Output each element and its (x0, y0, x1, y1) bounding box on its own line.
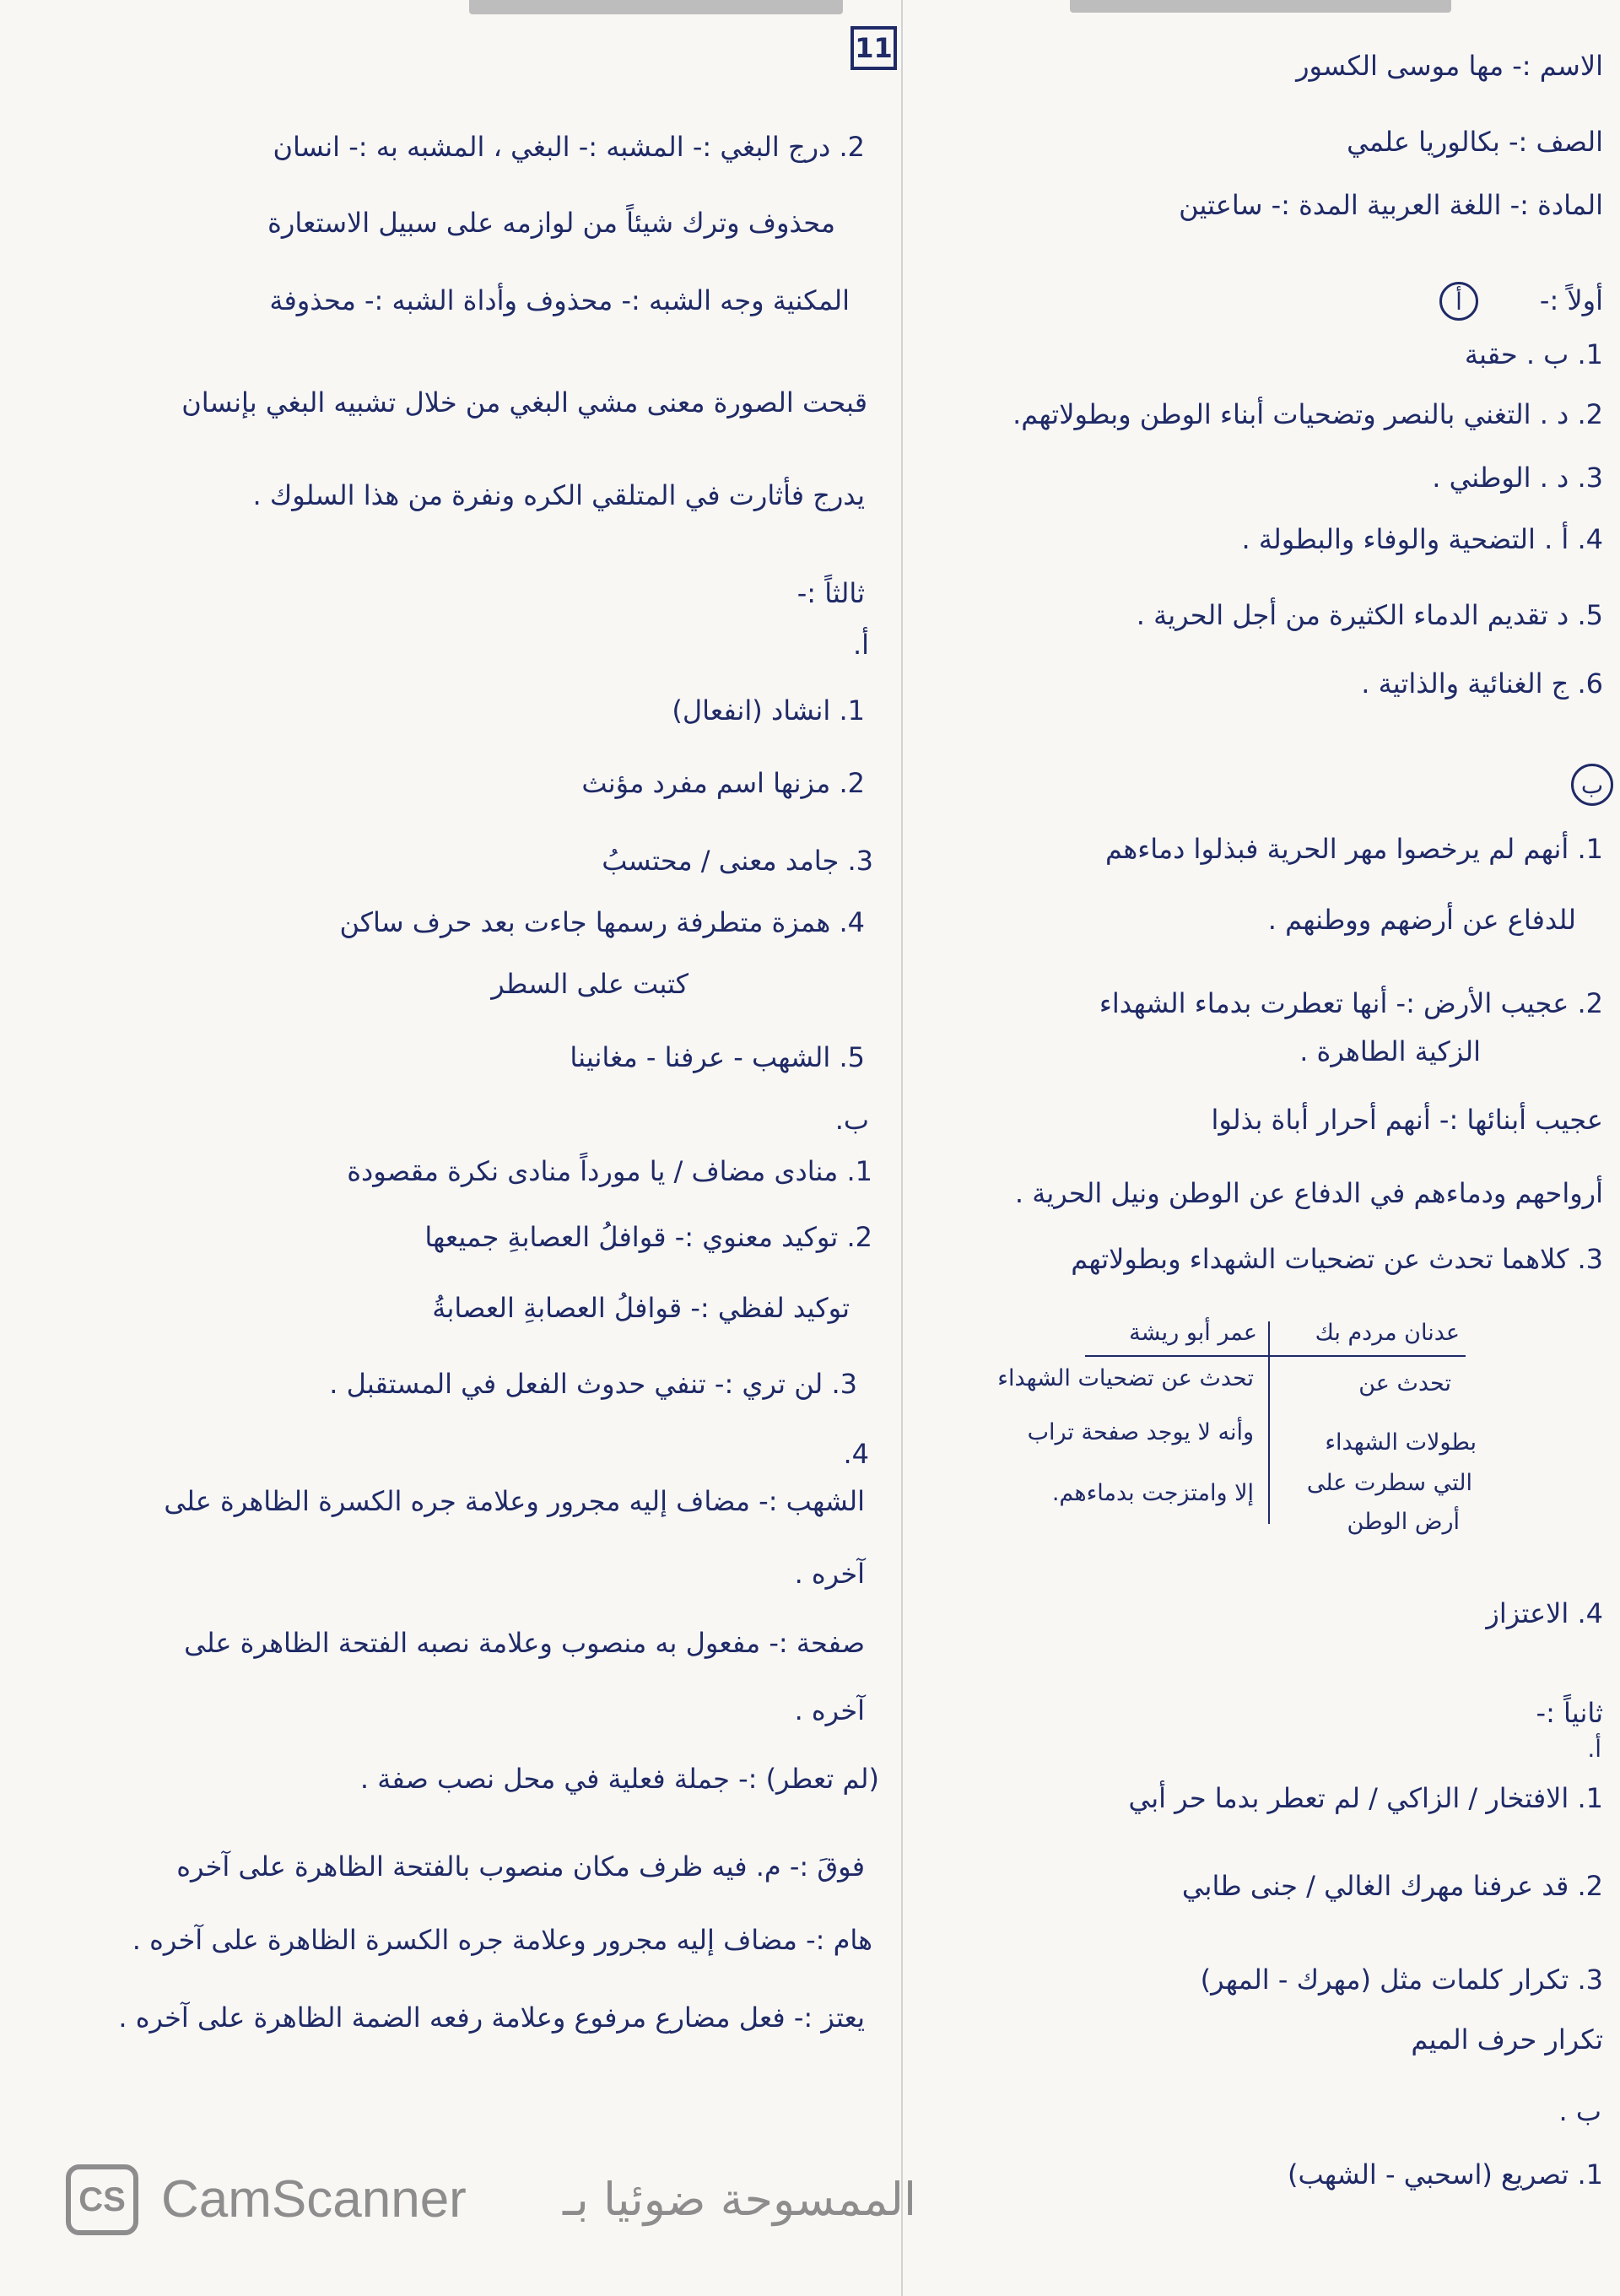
circled-section-b-marker: ب (1571, 764, 1613, 806)
continued-answer-line-2: محذوف وترك شيئاً من لوازمه على سبيل الاستعارة (267, 207, 835, 239)
table-right-cell-line-1: تحدث عن (1358, 1370, 1451, 1397)
continued-answer-line-4: قبحت الصورة معنى مشي البغي من خلال تشبيه البغي بإنسان (181, 386, 867, 419)
part-three-b-answer-3: 3. لن تري :- تنفي حدوث الفعل في المستقبل . (329, 1368, 857, 1400)
parsing-line-3: صفحة :- مفعول به منصوب وعلامة نصبه الفتحة الظاهرة على (184, 1627, 865, 1659)
part-three-a-answer-2: 2. مزنها اسم مفرد مؤنث (581, 767, 865, 799)
part-two-a-label: أ. (1587, 1735, 1601, 1763)
part-three-b-answer-2: 2. توكيد معنوي :- قوافلُ العصابةِ جميعها (424, 1221, 872, 1253)
parsing-line-6: فوقَ :- م. فيه ظرف مكان منصوب بالفتحة الظاهرة على آخره (176, 1850, 865, 1883)
part-one-a-answer-2: 2. د . التغني بالنصر وتضحيات أبناء الوطن وبطولاتهم. (1012, 398, 1603, 430)
part-one-a-answer-3: 3. د . الوطني . (1432, 462, 1603, 494)
part-one-b-answer-4: 4. الاعتزاز (1486, 1597, 1603, 1629)
part-two-b-label: ب . (1558, 2095, 1601, 2127)
circled-section-a-marker: أ (1439, 282, 1478, 321)
part-two-a-answer-3: 3. تكرار كلمات مثل (مهرك - المهر) (1200, 1964, 1603, 1996)
parsing-line-7: هام :- مضاف إليه مجرور وعلامة جره الكسرة الظاهرة على آخره . (132, 1924, 872, 1956)
part-one-a-answer-1: 1. ب . حقبة (1464, 338, 1603, 370)
column-divider (901, 0, 903, 2296)
parsing-line-8: يعتز :- فعل مضارع مرفوع وعلامة رفعه الضمة الظاهرة على آخره . (118, 2002, 865, 2034)
table-header-left: عمر أبو ريشة (1129, 1320, 1257, 1346)
part-one-b-answer-2-children-cont: أرواحهم ودماءهم في الدفاع عن الوطن ونيل الحرية . (1014, 1177, 1603, 1209)
parsing-line-4: آخره . (794, 1694, 865, 1726)
table-header-rule (1085, 1355, 1466, 1357)
part-three-a-label: أ. (852, 629, 869, 661)
camscanner-logo-icon: CS (66, 2164, 138, 2235)
scan-edge-artifact (1070, 0, 1451, 13)
part-two-b-answer-1: 1. تصريع (اسحبي - الشهب) (1287, 2158, 1603, 2191)
part-two-a-answer-3-cont: تكرار حرف الميم (1411, 2023, 1603, 2056)
part-one-b-answer-1-cont: للدفاع عن أرضهم ووطنهم . (1267, 904, 1576, 936)
part-three-a-answer-3: 3. جامد معنى / محتسبُ (602, 845, 873, 877)
part-two-a-answer-1: 1. الافتخار / الزاكي / لم تعطر بدما حر أبي (1128, 1782, 1603, 1814)
part-three-item-4-label: 4. (843, 1438, 869, 1470)
part-three-a-answer-5: 5. الشهب - عرفنا - مغانينا (570, 1041, 865, 1073)
page-number: 11 (850, 26, 897, 70)
table-left-cell-line-2: وأنه لا يوجد صفحة تراب (1027, 1419, 1254, 1445)
continued-answer-line-1: 2. درج البغي :- المشبه :- البغي ، المشبه به :- انسان (273, 131, 865, 163)
table-column-rule (1268, 1321, 1270, 1524)
student-name: الاسم :- مها موسى الكسور (1296, 50, 1603, 82)
part-one-a-answer-5: 5. د تقديم الدماء الكثيرة من أجل الحرية . (1136, 599, 1603, 631)
scan-edge-artifact (469, 0, 843, 14)
part-three-a-answer-4: 4. همزة متطرفة رسمها جاءت بعد حرف ساكن (339, 906, 865, 938)
table-left-cell-line-3: إلا وامتزجت بدماءهم. (1051, 1480, 1254, 1506)
student-class: الصف :- بكالوريا علمي (1347, 126, 1603, 158)
part-one-a-answer-6: 6. ج الغنائية والذاتية . (1361, 667, 1603, 700)
part-three-b-label: ب. (834, 1104, 869, 1136)
watermark-caption: الممسوحة ضوئيا بـ (562, 2173, 916, 2226)
part-two-a-answer-2: 2. قد عرفنا مهرك الغالي / جنى طابي (1181, 1870, 1603, 1902)
part-one-b-answer-2-children: عجيب أبنائها :- أنهم أحرار أباة بذلوا (1211, 1104, 1603, 1136)
part-one-b-answer-1: 1. أنهم لم يرخصوا مهر الحرية فبذلوا دماءهم (1105, 833, 1603, 865)
part-one-a-answer-4: 4. أ . التضحية والوفاء والبطولة . (1241, 523, 1603, 555)
part-three-b-answer-2-cont: توكيد لفظي :- قوافلُ العصابةِ العصابةُ (432, 1292, 850, 1324)
part-three-a-answer-1: 1. انشاد (انفعال) (672, 694, 865, 727)
part-one-b-answer-3: 3. كلاهما تحدث عن تضحيات الشهداء وبطولاتهم (1071, 1243, 1603, 1275)
table-right-cell-line-2: بطولات الشهداء (1325, 1429, 1477, 1456)
continued-answer-line-5: يدرج فأثارت في المتلقي الكره ونفرة من هذا السلوك . (252, 479, 865, 511)
watermark-brand: CamScanner (161, 2170, 467, 2228)
part-three-heading: ثالثاً :- (796, 577, 865, 609)
part-three-b-answer-1: 1. منادى مضاف / يا مورداً منادى نكرة مقصودة (347, 1155, 872, 1187)
parsing-line-5: (لم تعطر) :- جملة فعلية في محل نصب صفة . (359, 1763, 879, 1795)
table-right-cell-line-4: أرض الوطن (1347, 1509, 1460, 1535)
table-header-right: عدنان مردم بك (1315, 1320, 1460, 1346)
table-left-cell-line-1: تحدث عن تضحيات الشهداء (997, 1365, 1254, 1391)
table-right-cell-line-3: التي سطرت على (1306, 1470, 1472, 1496)
part-two-heading: ثانياً :- (1536, 1697, 1603, 1729)
subject-line: المادة :- اللغة العربية المدة :- ساعتين (1179, 189, 1603, 221)
part-one-b-answer-2: 2. عجيب الأرض :- أنها تعطرت بدماء الشهداء (1099, 987, 1603, 1019)
part-one-heading: أولاً :- (1539, 284, 1603, 316)
continued-answer-line-3: المكنية وجه الشبه :- محذوف وأداة الشبه :- محذوفة (269, 284, 850, 316)
parsing-line-2: آخره . (794, 1558, 865, 1590)
part-one-b-answer-2-cont: الزكية الطاهرة . (1299, 1035, 1481, 1067)
part-three-a-answer-4-cont: كتبت على السطر (491, 968, 688, 1000)
parsing-line-1: الشهب :- مضاف إليه مجرور وعلامة جره الكسرة الظاهرة على (164, 1485, 865, 1517)
